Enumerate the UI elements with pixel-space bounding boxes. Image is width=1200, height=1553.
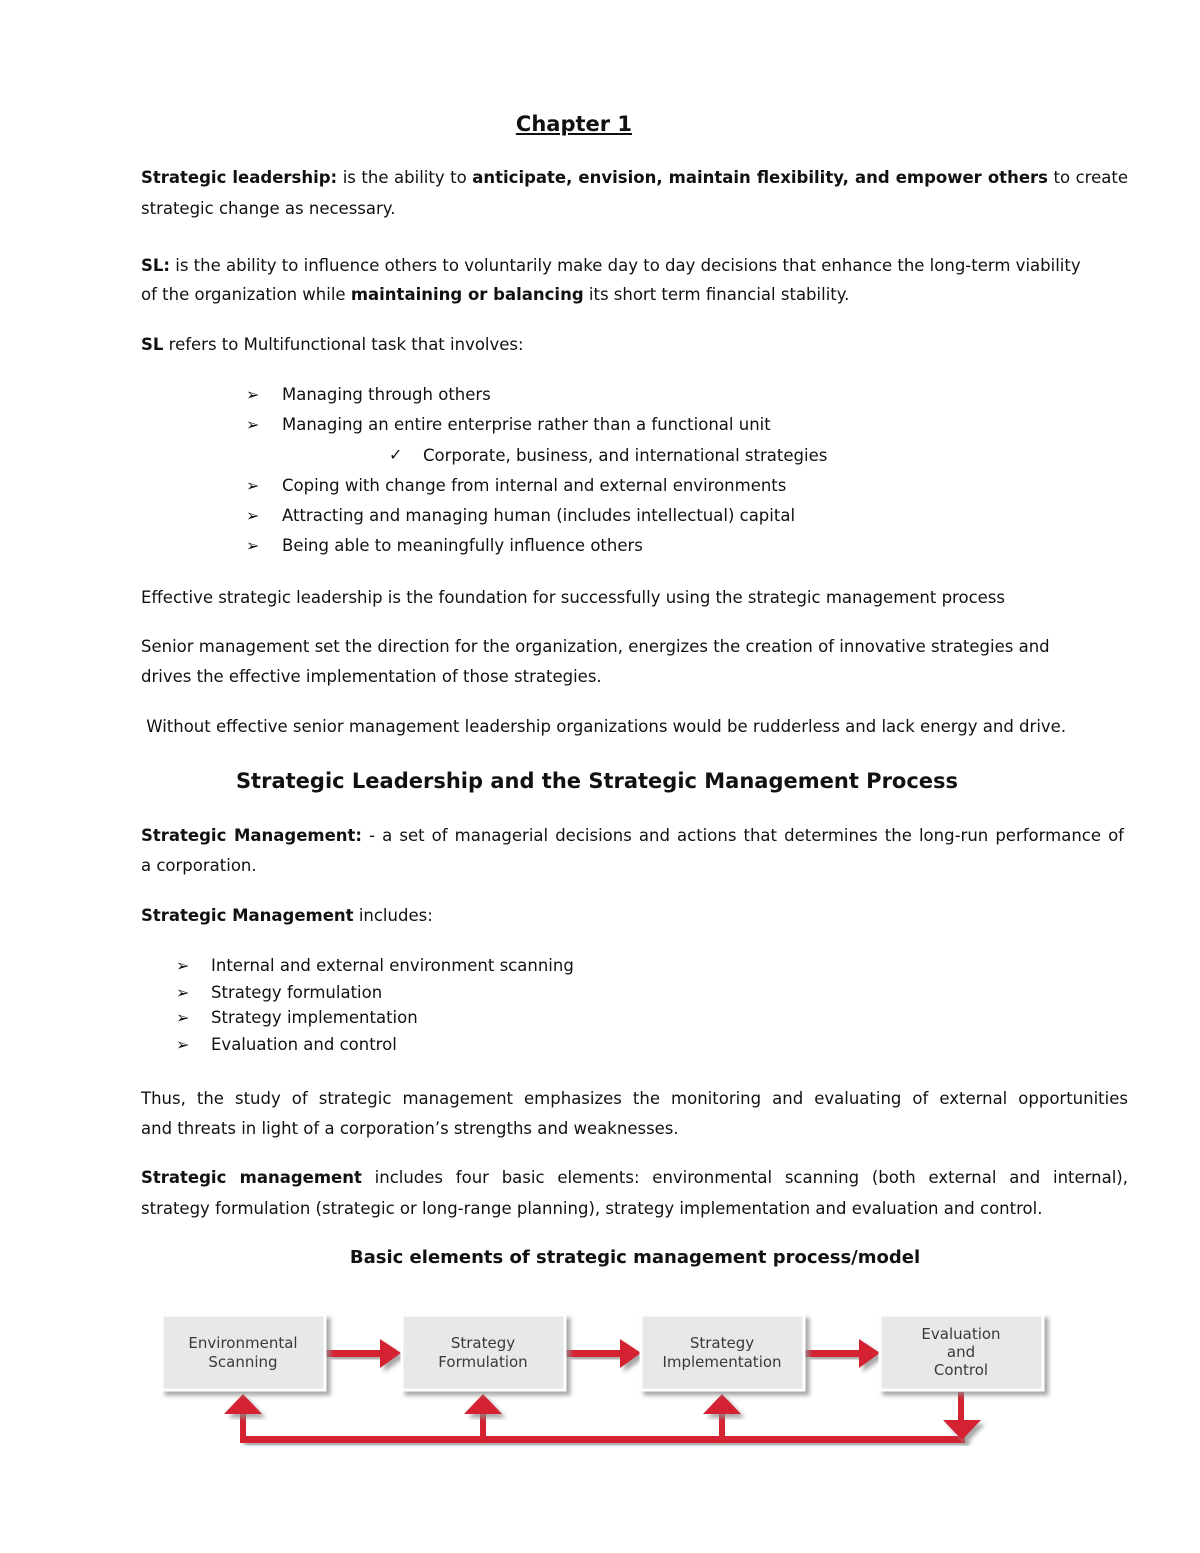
arrow-bullet-icon: ➢ <box>246 506 260 525</box>
term-sl: SL <box>141 335 164 354</box>
emphasis-text: maintaining or balancing <box>350 285 584 304</box>
right-arrowhead-icon <box>620 1339 641 1368</box>
term-strategic-management: Strategic management <box>141 1168 362 1187</box>
list-item: Managing through others <box>282 385 491 404</box>
paragraph-effective-leadership: Effective strategic leadership is the foundation for successfully using the strategic management process <box>141 588 1005 607</box>
section-heading: Strategic Leadership and the Strategic Management Process <box>235 769 959 793</box>
term-sl: SL: <box>141 256 170 275</box>
text: - a set of managerial decisions and actions that determines the long-run performance of <box>362 826 1124 845</box>
text: is the ability to influence others to voluntarily make day to day decisions that enhance the long-term viability <box>170 256 1081 275</box>
text: of the organization while <box>141 285 351 304</box>
paragraph-thus-line1: Thus, the study of strategic management emphasizes the monitoring and evaluating of external opportunities <box>141 1089 1128 1108</box>
check-bullet-icon: ✓ <box>389 445 403 464</box>
arrow-bullet-icon: ➢ <box>176 1008 190 1027</box>
text: to create <box>1047 168 1128 187</box>
list-item: Managing an entire enterprise rather than a functional unit <box>282 415 771 434</box>
arrow-shaft <box>566 1350 622 1357</box>
right-arrowhead-icon <box>859 1339 880 1368</box>
list-item: Corporate, business, and international strategies <box>423 446 828 465</box>
list-item: Strategy implementation <box>211 1008 418 1027</box>
box-label: Evaluation <box>921 1325 1001 1343</box>
arrow-bullet-icon: ➢ <box>246 476 260 495</box>
arrow-bullet-icon: ➢ <box>246 415 260 434</box>
box-label: Scanning <box>208 1353 278 1371</box>
process-box-environmental-scanning <box>162 1315 325 1390</box>
arrow-shaft <box>805 1350 861 1357</box>
paragraph-strategic-management-definition-line2: a corporation. <box>141 856 257 875</box>
box-label: Control <box>933 1361 989 1379</box>
paragraph-four-elements-line2: strategy formulation (strategic or long-range planning), strategy implementation and evaluation and control. <box>141 1199 1043 1218</box>
term-strategic-management: Strategic Management <box>141 906 354 925</box>
text: includes: <box>353 906 433 925</box>
diagram-caption: Basic elements of strategic management process/model <box>349 1247 921 1268</box>
box-label: Strategy <box>689 1334 755 1352</box>
box-label: Implementation <box>662 1353 782 1371</box>
up-arrowhead-icon <box>224 1394 262 1414</box>
arrow-bullet-icon: ➢ <box>176 1035 190 1054</box>
paragraph-without-leadership: Without effective senior management leadership organizations would be rudderless and lack energy and drive. <box>141 717 1067 736</box>
list-item: Strategy formulation <box>211 983 383 1002</box>
term-strategic-leadership: Strategic leadership: <box>141 168 338 187</box>
text: its short term financial stability. <box>583 285 850 304</box>
arrow-bullet-icon: ➢ <box>176 956 190 975</box>
list-item: Coping with change from internal and external environments <box>282 476 787 495</box>
paragraph-thus-line2: and threats in light of a corporation’s strengths and weaknesses. <box>141 1119 679 1138</box>
feedback-loop <box>224 1392 981 1443</box>
process-box-strategy-implementation <box>641 1315 804 1390</box>
box-label: Formulation <box>438 1353 528 1371</box>
term-strategic-management: Strategic Management: <box>141 826 363 845</box>
up-arrowhead-icon <box>703 1394 741 1414</box>
box-label: Strategy <box>450 1334 516 1352</box>
list-item: Being able to meaningfully influence others <box>282 536 643 555</box>
arrow-bullet-icon: ➢ <box>246 536 260 555</box>
text: refers to Multifunctional task that involves: <box>163 335 524 354</box>
feedback-line <box>240 1436 965 1443</box>
box-label: and <box>946 1343 976 1361</box>
right-arrowhead-icon <box>380 1339 401 1368</box>
paragraph-strategic-leadership-line2: strategic change as necessary. <box>141 199 396 218</box>
list-item: Evaluation and control <box>211 1035 397 1054</box>
box-label: Environmental <box>188 1334 298 1352</box>
text: includes four basic elements: environmental scanning (both external and internal), <box>361 1168 1128 1187</box>
list-item: Attracting and managing human (includes intellectual) capital <box>282 506 796 525</box>
text: is the ability to <box>337 168 473 187</box>
emphasis-text: anticipate, envision, maintain flexibility, and empower others <box>472 168 1048 187</box>
arrow-shaft <box>326 1350 382 1357</box>
arrow-bullet-icon: ➢ <box>176 983 190 1002</box>
list-item: Internal and external environment scanning <box>211 956 574 975</box>
process-box-strategy-formulation <box>402 1315 565 1390</box>
arrow-bullet-icon: ➢ <box>246 385 260 404</box>
paragraph-senior-management-line1: Senior management set the direction for the organization, energizes the creation of innovative strategies and <box>141 637 1050 656</box>
up-arrowhead-icon <box>464 1394 502 1414</box>
page-title: Chapter 1 <box>515 112 633 136</box>
process-box-evaluation-and-control <box>880 1315 1043 1390</box>
feedback-drop <box>958 1392 964 1422</box>
paragraph-senior-management-line2: drives the effective implementation of those strategies. <box>141 667 602 686</box>
